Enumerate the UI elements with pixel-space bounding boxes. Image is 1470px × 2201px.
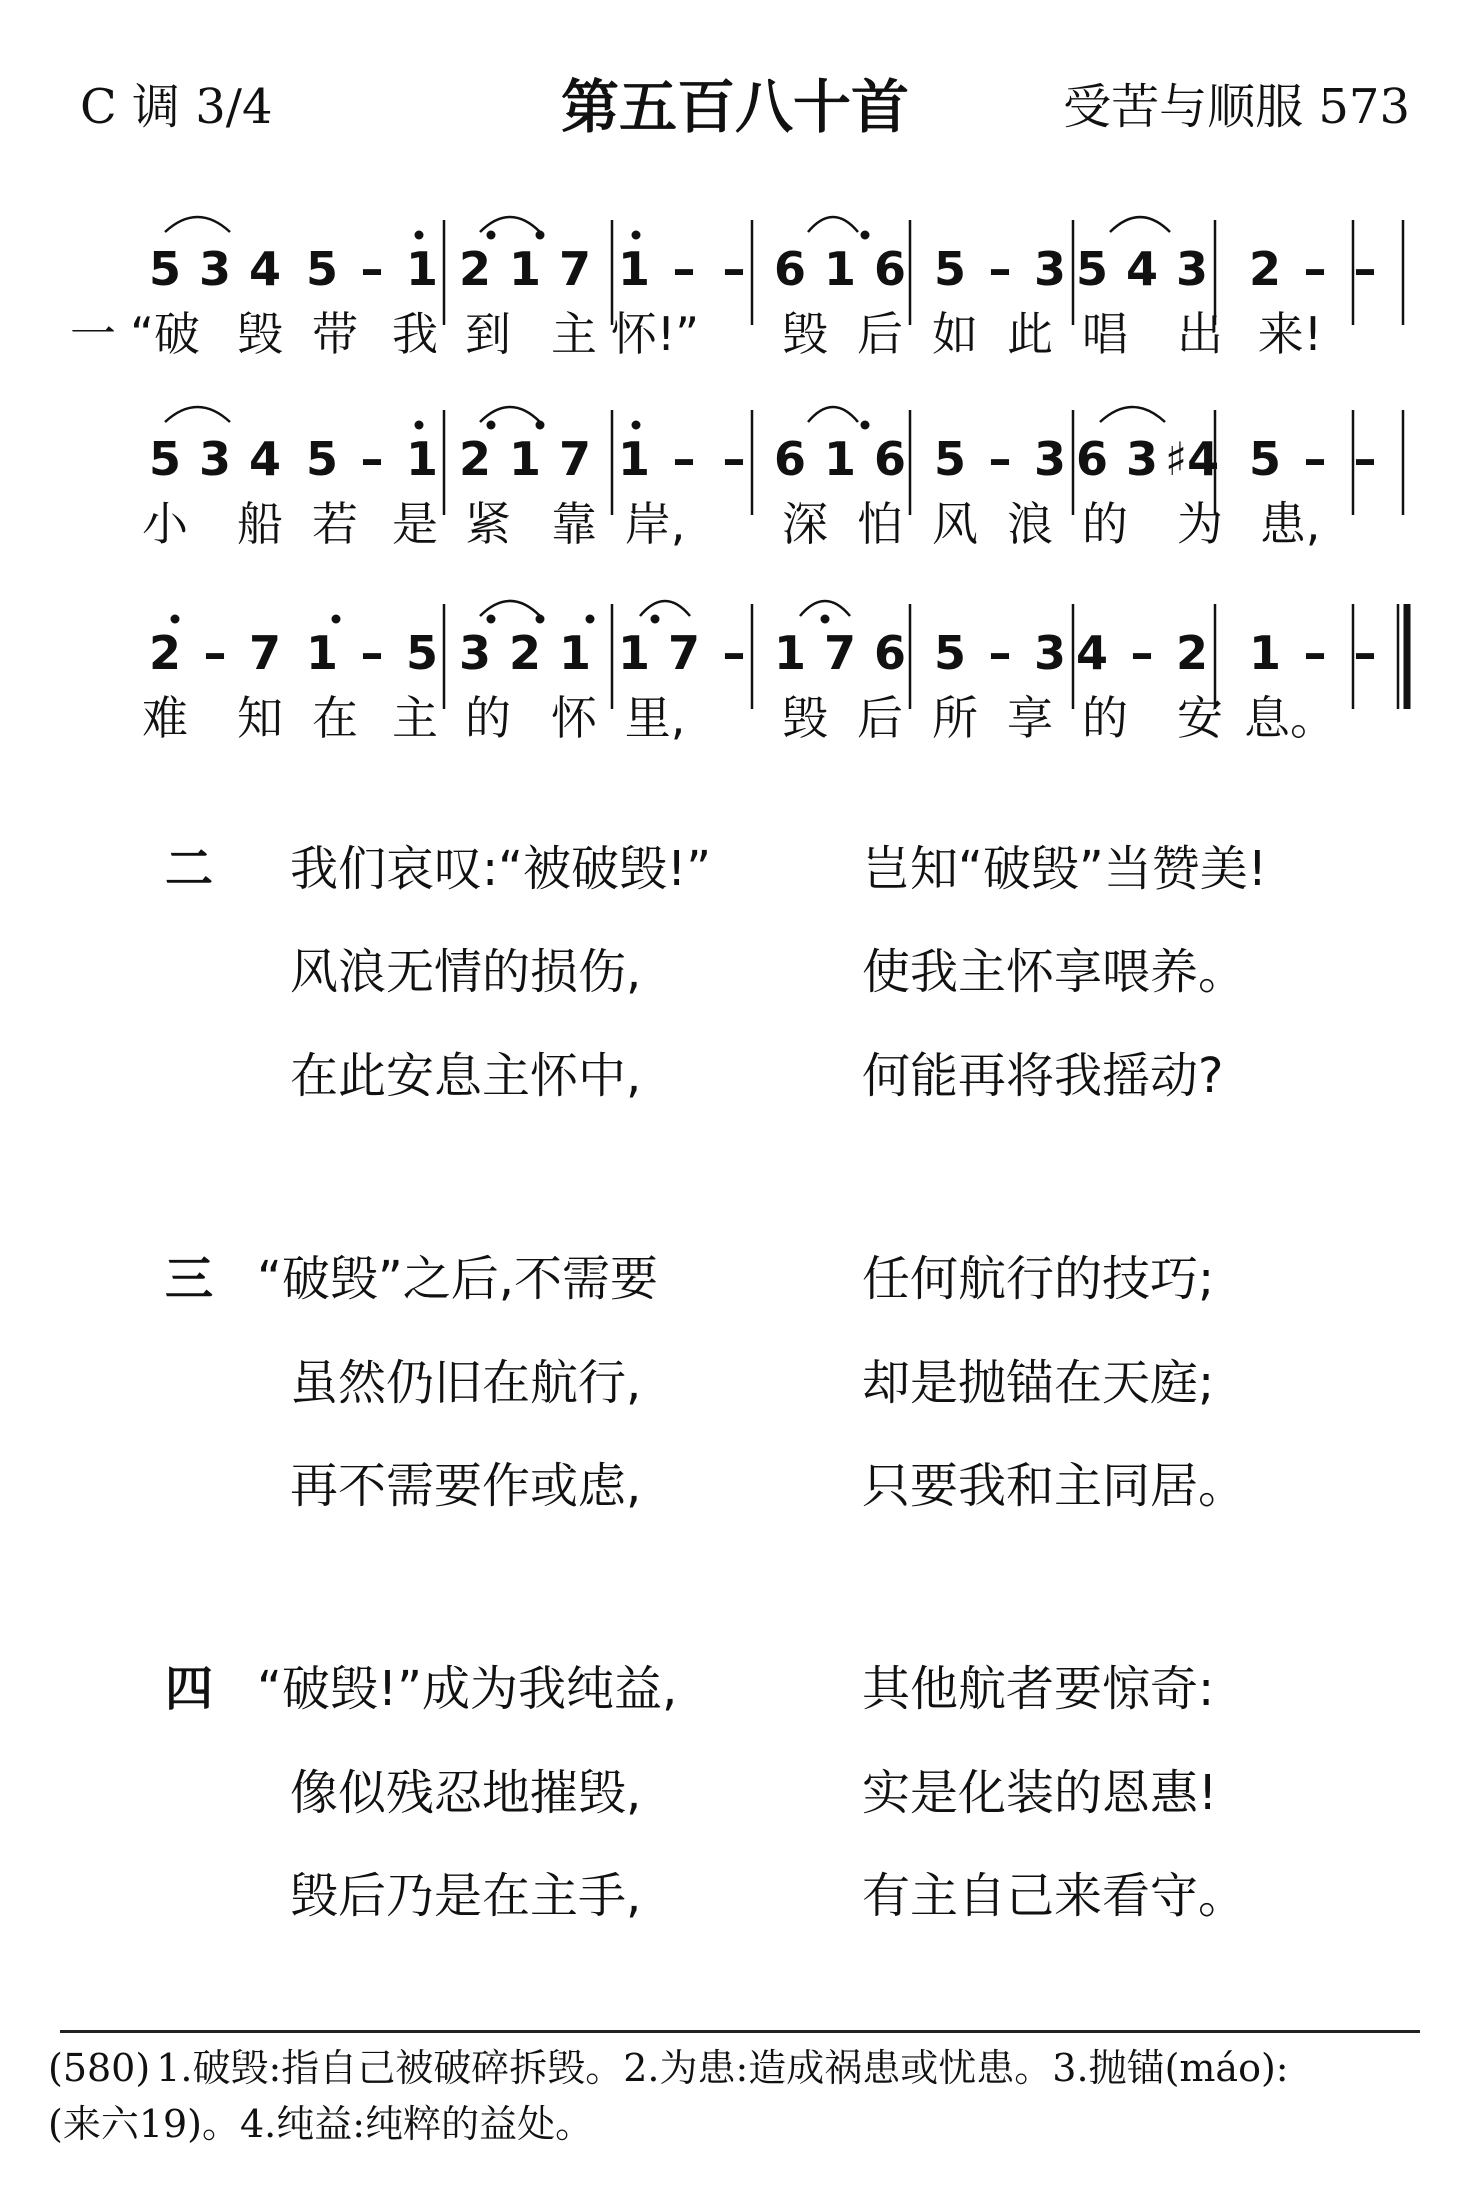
jianpu-note: 1 <box>773 626 807 680</box>
octave-dot <box>487 615 496 624</box>
verse-line: 任何航行的技巧; <box>862 1251 1215 1307</box>
footnote <box>48 2040 1428 2152</box>
jianpu-note: – <box>672 432 696 486</box>
octave-dot <box>861 231 870 240</box>
lyric-syllable: 患, <box>1259 497 1321 551</box>
footnote-line-1 <box>48 2040 1428 2096</box>
lyric-syllable: 是 <box>392 497 438 551</box>
lyric-syllable: 浪 <box>1007 497 1053 551</box>
jianpu-note: 3 <box>1033 242 1067 296</box>
jianpu-note: 3 <box>198 242 232 296</box>
jianpu-note: 1 <box>508 432 542 486</box>
lyric-syllable: 若 <box>312 497 358 551</box>
footnote-number: (580) <box>48 2046 151 2090</box>
lyric-syllable: 岸, <box>624 497 686 551</box>
lyric-syllable: 为 <box>1177 497 1223 551</box>
jianpu-note: – <box>1130 626 1154 680</box>
lyric-syllable: 毁 <box>782 691 828 745</box>
jianpu-note: 7 <box>558 432 592 486</box>
jianpu-note: 6 <box>873 432 907 486</box>
lyric-syllable: 怀 <box>551 691 597 745</box>
lyric-syllable: 来! <box>1257 307 1323 361</box>
verse-line: 在此安息主怀中, <box>290 1048 642 1104</box>
jianpu-note: 1 <box>558 626 592 680</box>
lyric-syllable: 主 <box>392 691 438 745</box>
jianpu-note: 4 <box>248 432 282 486</box>
jianpu-note: 1 <box>823 432 857 486</box>
octave-dot <box>586 615 595 624</box>
verse-line: 使我主怀享喂养。 <box>862 944 1247 1000</box>
verse-line: 实是化装的恩惠! <box>862 1765 1218 1821</box>
jianpu-note: 5 <box>305 432 339 486</box>
jianpu-note: – <box>1353 626 1377 680</box>
verse-line: 有主自己来看守。 <box>862 1868 1247 1924</box>
lyric-syllable: 小 <box>142 497 188 551</box>
octave-dot <box>487 421 496 430</box>
jianpu-note: 1 <box>617 242 651 296</box>
lyric-syllable: 出 <box>1177 307 1223 361</box>
jianpu-note: – <box>1303 242 1327 296</box>
jianpu-note: – <box>1303 432 1327 486</box>
slur-arc <box>480 601 540 616</box>
jianpu-note: – <box>722 432 746 486</box>
verse-line: 虽然仍旧在航行, <box>290 1355 642 1411</box>
jianpu-note: 2 <box>458 432 492 486</box>
jianpu-note: – <box>988 432 1012 486</box>
jianpu-note: 2 <box>508 626 542 680</box>
footnote-text: 1.破毁:指自己被破碎拆毁。2.为患:造成祸患或忧患。3.抛锚(máo): <box>156 2046 1289 2090</box>
jianpu-note: 5 <box>933 626 967 680</box>
verse-line: 毁后乃是在主手, <box>290 1868 642 1924</box>
lyric-syllable: 唱 <box>1082 307 1128 361</box>
octave-dot <box>651 615 660 624</box>
music-score <box>0 180 1470 760</box>
lyric-syllable: 的 <box>1082 497 1128 551</box>
jianpu-note: 3 <box>1033 432 1067 486</box>
jianpu-note: – <box>1353 432 1377 486</box>
lyric-syllable: 息。 <box>1244 691 1336 745</box>
lyric-syllable: 此 <box>1007 307 1053 361</box>
jianpu-note: – <box>360 242 384 296</box>
lyric-syllable: 享 <box>1007 691 1053 745</box>
jianpu-note: 2 <box>1175 626 1209 680</box>
verse-line: 却是抛锚在天庭; <box>862 1355 1215 1411</box>
lyric-syllable: 毁 <box>237 307 283 361</box>
lyric-syllable: 所 <box>932 691 978 745</box>
verse-line: “破毁”之后,不需要 <box>257 1251 658 1307</box>
jianpu-note: 6 <box>873 626 907 680</box>
lyric-syllable: 怀!” <box>610 307 700 361</box>
jianpu-note: 5 <box>1075 242 1109 296</box>
slur-arc <box>1110 217 1170 232</box>
jianpu-note: – <box>360 432 384 486</box>
jianpu-note: 1 <box>823 242 857 296</box>
jianpu-note: 4 <box>1125 242 1159 296</box>
lyric-syllable: 怕 <box>857 497 903 551</box>
jianpu-note: 7 <box>558 242 592 296</box>
lyric-syllable: 如 <box>932 307 978 361</box>
octave-dot <box>536 421 545 430</box>
verse-line: 像似残忍地摧毁, <box>290 1765 642 1821</box>
lyric-syllable: 后 <box>857 691 903 745</box>
jianpu-note: 6 <box>773 432 807 486</box>
slur-arc <box>165 407 230 422</box>
slur-arc <box>480 407 540 422</box>
hymn-title: 第五百八十首 <box>560 73 909 141</box>
jianpu-note: 1 <box>617 432 651 486</box>
slur-arc <box>1100 407 1165 422</box>
verse-line: 风浪无情的损伤, <box>290 944 642 1000</box>
lyric-syllable: 到 <box>465 307 511 361</box>
jianpu-note: 3 <box>1033 626 1067 680</box>
octave-dot <box>171 615 180 624</box>
lyric-syllable: 安 <box>1177 691 1223 745</box>
jianpu-note: 5 <box>1248 432 1282 486</box>
jianpu-note: ♯4 <box>1164 432 1220 486</box>
verse-line: 只要我和主同居。 <box>862 1458 1247 1514</box>
verse-line: 我们哀叹:“被破毁!” <box>290 841 712 897</box>
lyric-syllable: 紧 <box>465 497 511 551</box>
lyric-syllable: 知 <box>237 691 283 745</box>
jianpu-note: 3 <box>1125 432 1159 486</box>
hymn-category: 受苦与顺服 573 <box>1063 79 1410 135</box>
octave-dot <box>536 615 545 624</box>
lyric-syllable: 的 <box>465 691 511 745</box>
jianpu-note: 6 <box>1075 432 1109 486</box>
jianpu-note: 1 <box>405 242 439 296</box>
jianpu-note: 7 <box>823 626 857 680</box>
jianpu-note: – <box>988 626 1012 680</box>
jianpu-note: – <box>1353 242 1377 296</box>
lyric-syllable: 船 <box>237 497 283 551</box>
jianpu-note: 2 <box>458 242 492 296</box>
jianpu-note: – <box>722 626 746 680</box>
page-header <box>0 60 1470 140</box>
key-meter: C 调 3/4 <box>80 79 273 135</box>
lyric-syllable: “破 <box>130 307 200 361</box>
jianpu-note: 1 <box>617 626 651 680</box>
verse-line: 其他航者要惊奇: <box>862 1661 1215 1717</box>
octave-dot <box>415 421 424 430</box>
lyric-syllable: 主 <box>551 307 597 361</box>
stanza-number: 三 <box>165 1251 214 1307</box>
jianpu-note: 6 <box>773 242 807 296</box>
verse-line: “破毁!”成为我纯益, <box>257 1661 678 1717</box>
octave-dot <box>861 421 870 430</box>
lyric-syllable: 的 <box>1082 691 1128 745</box>
lyric-prefix: 一 <box>70 307 116 361</box>
jianpu-note: – <box>360 626 384 680</box>
jianpu-note: – <box>1303 626 1327 680</box>
lyric-syllable: 后 <box>857 307 903 361</box>
jianpu-note: 5 <box>148 242 182 296</box>
jianpu-note: 5 <box>405 626 439 680</box>
stanza-number: 四 <box>165 1661 214 1717</box>
lyric-syllable: 在 <box>312 691 358 745</box>
jianpu-note: 5 <box>148 432 182 486</box>
lyric-syllable: 难 <box>142 691 188 745</box>
slur-arc <box>480 217 540 232</box>
octave-dot <box>536 231 545 240</box>
lyric-syllable: 风 <box>932 497 978 551</box>
jianpu-note: – <box>203 626 227 680</box>
stanza-number: 二 <box>165 841 214 897</box>
octave-dot <box>821 615 830 624</box>
slur-arc <box>165 217 230 232</box>
jianpu-note: 1 <box>405 432 439 486</box>
octave-dot <box>632 421 641 430</box>
lyric-syllable: 带 <box>312 307 358 361</box>
jianpu-note: 1 <box>305 626 339 680</box>
slur-arc <box>800 601 850 616</box>
footnote-divider <box>60 2030 1420 2033</box>
verse-line: 何能再将我摇动? <box>862 1048 1224 1104</box>
lyric-syllable: 里, <box>624 691 686 745</box>
octave-dot <box>415 231 424 240</box>
lyric-syllable: 我 <box>392 307 438 361</box>
jianpu-note: 5 <box>933 432 967 486</box>
jianpu-note: 3 <box>1175 242 1209 296</box>
footnote-line-2: (来六19)。4.纯益:纯粹的益处。 <box>48 2102 594 2146</box>
lyric-syllable: 深 <box>782 497 828 551</box>
jianpu-note: 5 <box>933 242 967 296</box>
jianpu-note: 1 <box>508 242 542 296</box>
jianpu-note: 2 <box>148 626 182 680</box>
jianpu-note: 7 <box>667 626 701 680</box>
jianpu-note: 3 <box>458 626 492 680</box>
slur-arc <box>808 407 858 422</box>
verse-line: 再不需要作或虑, <box>290 1458 642 1514</box>
slur-arc <box>640 601 690 616</box>
jianpu-note: 6 <box>873 242 907 296</box>
jianpu-note: 3 <box>198 432 232 486</box>
octave-dot <box>632 231 641 240</box>
lyric-syllable: 毁 <box>782 307 828 361</box>
octave-dot <box>487 231 496 240</box>
jianpu-note: – <box>988 242 1012 296</box>
jianpu-note: 7 <box>248 626 282 680</box>
slur-arc <box>808 217 858 232</box>
octave-dot <box>332 615 341 624</box>
jianpu-note: 4 <box>248 242 282 296</box>
jianpu-note: 4 <box>1075 626 1109 680</box>
jianpu-note: 5 <box>305 242 339 296</box>
lyric-syllable: 靠 <box>551 497 597 551</box>
jianpu-note: – <box>722 242 746 296</box>
jianpu-note: 1 <box>1248 626 1282 680</box>
jianpu-note: – <box>672 242 696 296</box>
verse-line: 岂知“破毁”当赞美! <box>862 841 1267 897</box>
jianpu-note: 2 <box>1248 242 1282 296</box>
